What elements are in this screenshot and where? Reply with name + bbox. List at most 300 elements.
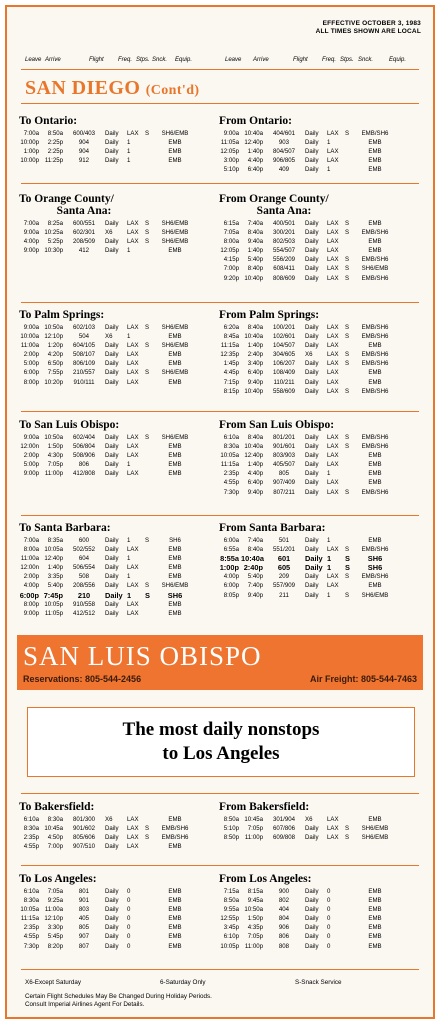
leave-time: 6:55a xyxy=(223,546,239,554)
col-freq: Freq. xyxy=(118,57,133,63)
stops: 1 xyxy=(127,537,131,544)
frequency: Daily xyxy=(305,888,319,895)
equipment: EMB xyxy=(168,897,182,905)
frequency: Daily xyxy=(305,274,319,282)
leave-time: 8:00a xyxy=(223,238,239,246)
flight-row xyxy=(19,460,209,469)
frequency: Daily xyxy=(305,324,319,331)
flight-number: 912 xyxy=(78,157,90,165)
equipment: SH6 xyxy=(367,554,383,564)
flight-row xyxy=(219,219,409,228)
snack: S xyxy=(145,238,150,246)
equipment: EMB xyxy=(168,933,182,941)
flight-number: 412 xyxy=(78,247,90,255)
arrive-time: 10:50a xyxy=(44,324,63,331)
frequency: Daily xyxy=(305,130,319,137)
flight-number: 808 xyxy=(278,942,290,950)
flight-row xyxy=(219,138,409,147)
arrive-time: 9:40p xyxy=(247,378,263,386)
flight-row xyxy=(219,442,409,451)
frequency: Daily xyxy=(105,564,119,572)
arrive-time: 3:30p xyxy=(47,924,63,932)
stops: LAX xyxy=(127,324,139,331)
flight-number: 900 xyxy=(278,888,290,895)
leave-time: 4:55p xyxy=(23,843,39,851)
leave-time: 8:55a xyxy=(220,554,239,564)
leave-time: 6:00p xyxy=(23,369,39,377)
frequency: Daily xyxy=(305,452,319,460)
snack: S xyxy=(345,563,350,573)
flight-row xyxy=(19,350,209,359)
arrive-time: 7:55p xyxy=(47,369,63,377)
stops: 1 xyxy=(127,461,131,469)
route-title: To Palm Springs: xyxy=(19,309,105,321)
flight-row xyxy=(219,378,409,387)
equipment: EMB xyxy=(368,369,382,377)
slo-title: SAN LUIS OBISPO xyxy=(23,641,262,671)
equipment: EMB xyxy=(168,555,182,563)
leave-time: 9:00p xyxy=(23,470,39,478)
flight-number: 907/409 xyxy=(272,479,296,487)
leave-time: 4:15p xyxy=(223,256,239,264)
snack: S xyxy=(145,324,150,331)
col-freq-2: Freq. xyxy=(322,57,337,63)
leave-time: 9:00a xyxy=(223,130,239,137)
flight-number: 807/211 xyxy=(273,488,295,496)
leave-time: 10:05a xyxy=(20,906,39,914)
leave-time: 5:10p xyxy=(223,825,239,833)
snack: S xyxy=(345,274,350,282)
flight-row xyxy=(19,923,209,932)
leave-time: 12:55p xyxy=(220,915,239,923)
flight-number: 805 xyxy=(78,924,90,932)
timetable-page xyxy=(5,5,435,1019)
stops: 1 xyxy=(127,139,131,147)
divider xyxy=(21,865,419,866)
slo-banner xyxy=(17,635,423,690)
flight-number: 300/201 xyxy=(272,229,296,237)
col-stps: Stps. xyxy=(136,57,150,63)
leave-time: 6:10a xyxy=(23,888,39,895)
promo-line-1: The most daily nonstops xyxy=(122,719,320,740)
frequency: Daily xyxy=(105,157,119,165)
flight-number: 412/512 xyxy=(72,609,96,617)
leave-time: 6:10p xyxy=(223,933,239,941)
frequency: Daily xyxy=(105,461,119,469)
frequency: Daily xyxy=(105,906,119,914)
equipment: EMB xyxy=(168,816,182,823)
leave-time: 4:45p xyxy=(223,369,239,377)
stops: LAX xyxy=(127,342,139,350)
flight-number: 301/904 xyxy=(272,816,296,823)
frequency: Daily xyxy=(305,825,319,833)
leave-time: 8:00p xyxy=(23,378,39,386)
stops: LAX xyxy=(127,564,139,572)
frequency: X6 xyxy=(105,816,113,823)
equipment: EMB xyxy=(168,443,182,451)
flight-number: 400/501 xyxy=(272,220,296,227)
arrive-time: 10:05p xyxy=(44,600,63,608)
stops: 1 xyxy=(127,573,131,581)
frequency: Daily xyxy=(305,139,319,147)
schedule-to-slo xyxy=(19,419,209,478)
arrive-time: 8:30a xyxy=(47,816,63,823)
flight-row xyxy=(19,378,209,387)
frequency: Daily xyxy=(105,443,119,451)
flight-number: 802 xyxy=(278,897,290,905)
flight-number: 910/111 xyxy=(73,378,95,386)
equipment: EMB xyxy=(168,546,182,554)
col-snck-2: Snck. xyxy=(358,57,374,63)
frequency: Daily xyxy=(305,906,319,914)
frequency: Daily xyxy=(305,434,319,441)
frequency: Daily xyxy=(105,600,119,608)
frequency: Daily xyxy=(105,238,119,246)
equipment: EMB/SH6 xyxy=(361,546,389,554)
leave-time: 9:00a xyxy=(23,229,39,237)
stops: LAX xyxy=(327,573,339,581)
flight-row xyxy=(19,332,209,341)
leave-time: 7:05a xyxy=(223,229,239,237)
divider xyxy=(21,969,419,970)
frequency: Daily xyxy=(305,369,319,377)
frequency: Daily xyxy=(305,157,319,165)
stops: LAX xyxy=(127,130,139,137)
leave-time: 12:00n xyxy=(20,564,39,572)
arrive-time: 8:35a xyxy=(47,537,63,544)
stops: LAX xyxy=(127,843,139,851)
flight-row xyxy=(219,563,409,572)
arrive-time: 5:40p xyxy=(47,582,63,590)
flight-row xyxy=(19,563,209,572)
arrive-time: 8:20p xyxy=(47,942,63,950)
arrive-time: 1:40p xyxy=(247,461,263,469)
stops: LAX xyxy=(127,434,139,441)
equipment: EMB/SH6 xyxy=(361,351,389,359)
flight-number: 208/509 xyxy=(72,238,96,246)
stops: 1 xyxy=(327,591,331,599)
stops: 0 xyxy=(127,897,131,905)
equipment: EMB xyxy=(368,582,382,590)
legend-6: 6-Saturday Only xyxy=(160,979,206,986)
arrive-time: 5:40p xyxy=(247,573,263,581)
flight-row xyxy=(219,469,409,478)
flight-row xyxy=(19,833,209,842)
flight-row xyxy=(219,887,409,896)
flight-row xyxy=(219,815,409,824)
flight-row xyxy=(19,932,209,941)
stops: 0 xyxy=(327,906,331,914)
flight-row xyxy=(219,274,409,283)
stops: LAX xyxy=(127,546,139,554)
frequency: Daily xyxy=(105,573,119,581)
equipment: EMB xyxy=(368,470,382,478)
route-title: To Ontario: xyxy=(19,115,78,127)
arrive-time: 10:25a xyxy=(44,229,63,237)
col-flight: Flight xyxy=(89,57,104,63)
flight-row xyxy=(19,572,209,581)
flight-number: 805/606 xyxy=(72,834,96,842)
stops: 1 xyxy=(327,537,331,544)
arrive-time: 9:40a xyxy=(247,238,263,246)
frequency: Daily xyxy=(305,897,319,905)
frequency: Daily xyxy=(105,470,119,478)
stops: LAX xyxy=(327,434,339,441)
stops: 1 xyxy=(127,157,131,165)
flight-row xyxy=(219,387,409,396)
equipment: EMB xyxy=(168,461,182,469)
arrive-time: 9:40p xyxy=(247,488,263,496)
leave-time: 7:15a xyxy=(223,888,239,895)
stops: LAX xyxy=(327,229,339,237)
leave-time: 11:00a xyxy=(20,555,39,563)
flight-row xyxy=(19,368,209,377)
frequency: Daily xyxy=(105,924,119,932)
divider xyxy=(21,183,419,184)
flight-number: 802/503 xyxy=(272,238,296,246)
equipment: EMB xyxy=(368,924,382,932)
frequency: Daily xyxy=(305,834,319,842)
snack: S xyxy=(345,360,350,368)
flight-row xyxy=(219,359,409,368)
flight-number: 209 xyxy=(278,573,290,581)
stops: LAX xyxy=(327,360,339,368)
flight-row xyxy=(19,554,209,563)
flight-row xyxy=(19,451,209,460)
flight-number: 502/552 xyxy=(72,546,96,554)
flight-row xyxy=(219,914,409,923)
stops: LAX xyxy=(327,324,339,331)
divider xyxy=(21,515,419,516)
frequency: Daily xyxy=(305,256,319,264)
arrive-time: 11:00p xyxy=(244,834,263,842)
snack: S xyxy=(145,537,150,544)
frequency: Daily xyxy=(305,238,319,246)
frequency: Daily xyxy=(305,333,319,341)
stops: 1 xyxy=(127,590,132,600)
snack: S xyxy=(345,387,350,395)
stops: LAX xyxy=(327,342,339,350)
arrive-time: 10:45a xyxy=(244,816,263,823)
legend-x6: X6-Except Saturday xyxy=(25,979,82,986)
legend-snack: S-Snack Service xyxy=(295,979,342,986)
frequency: Daily xyxy=(105,546,119,554)
flight-number: 210/557 xyxy=(72,369,96,377)
leave-time: 8:50a xyxy=(223,816,239,823)
arrive-time: 11:25p xyxy=(44,157,63,165)
arrive-time: 7:05p xyxy=(247,933,263,941)
leave-time: 2:00p xyxy=(23,351,39,359)
schedule-from-orange xyxy=(219,193,409,283)
leave-time: 5:10p xyxy=(223,166,239,174)
equipment: EMB xyxy=(368,220,382,227)
flight-row xyxy=(219,323,409,332)
flight-row xyxy=(219,368,409,377)
flight-number: 551/201 xyxy=(272,546,296,554)
flight-number: 558/609 xyxy=(272,387,296,395)
stops: 0 xyxy=(127,924,131,932)
route-title: From Los Angeles: xyxy=(219,873,312,885)
route-title-line-2: Santa Ana: xyxy=(56,205,112,217)
col-arrive-2: Arrive xyxy=(253,57,269,63)
equipment: EMB xyxy=(168,843,182,851)
leave-time: 12:35p xyxy=(220,351,239,359)
stops: LAX xyxy=(327,247,339,255)
flight-row xyxy=(219,905,409,914)
leave-time: 3:45p xyxy=(223,924,239,932)
equipment: EMB xyxy=(368,148,382,156)
frequency: Daily xyxy=(305,265,319,273)
equipment: EMB xyxy=(368,247,382,255)
frequency: Daily xyxy=(305,342,319,350)
stops: LAX xyxy=(127,600,139,608)
arrive-time: 12:40p xyxy=(244,452,263,460)
equipment: EMB xyxy=(168,470,182,478)
flight-number: 807 xyxy=(78,942,90,950)
equipment: EMB/SH6 xyxy=(361,274,389,282)
stops: 1 xyxy=(327,554,332,564)
arrive-time: 11:00p xyxy=(244,942,263,950)
frequency: Daily xyxy=(105,834,119,842)
flight-row xyxy=(19,442,209,451)
snack: S xyxy=(345,573,350,581)
arrive-time: 8:40a xyxy=(247,546,263,554)
stops: 0 xyxy=(127,888,131,895)
equipment: SH6/EMB xyxy=(361,825,389,833)
flight-row xyxy=(19,887,209,896)
col-equip-2: Equip. xyxy=(389,57,407,63)
flight-row xyxy=(19,469,209,478)
snack: S xyxy=(345,229,350,237)
arrive-time: 8:40a xyxy=(247,324,263,331)
arrive-time: 8:40a xyxy=(247,434,263,441)
arrive-time: 7:45p xyxy=(43,590,63,600)
equipment: EMB/SH6 xyxy=(361,434,389,441)
flight-row xyxy=(219,147,409,156)
leave-time: 2:00p xyxy=(23,452,39,460)
equipment: SH6/EMB xyxy=(161,130,189,137)
equipment: EMB/SH6 xyxy=(361,443,389,451)
equipment: EMB xyxy=(168,247,182,255)
arrive-time: 2:40p xyxy=(247,351,263,359)
leave-time: 7:30p xyxy=(223,488,239,496)
snack: S xyxy=(345,130,350,137)
col-stps-2: Stps. xyxy=(340,57,354,63)
flight-number: 508 xyxy=(78,573,90,581)
frequency: Daily xyxy=(105,220,119,227)
snack: S xyxy=(145,582,150,590)
arrive-time: 10:40p xyxy=(244,274,263,282)
equipment: EMB xyxy=(368,238,382,246)
flight-row xyxy=(219,572,409,581)
stops: LAX xyxy=(327,274,339,282)
flight-row xyxy=(219,824,409,833)
frequency: Daily xyxy=(305,537,319,544)
stops: 1 xyxy=(327,470,331,478)
divider xyxy=(21,793,419,794)
frequency: Daily xyxy=(105,825,119,833)
snack: S xyxy=(145,220,150,227)
flight-row xyxy=(219,581,409,590)
arrive-time: 4:35p xyxy=(247,924,263,932)
equipment: EMB xyxy=(368,888,382,895)
flight-number: 404 xyxy=(278,906,290,914)
col-equip: Equip. xyxy=(175,57,193,63)
leave-time: 10:00p xyxy=(20,139,39,147)
arrive-time: 9:45a xyxy=(247,897,263,905)
flight-row xyxy=(19,905,209,914)
arrive-time: 2:25p xyxy=(47,139,63,147)
leave-time: 7:00a xyxy=(23,220,39,227)
arrive-time: 7:40a xyxy=(247,220,263,227)
flight-number: 804 xyxy=(278,915,290,923)
flight-row xyxy=(219,451,409,460)
flight-number: 405 xyxy=(78,915,90,923)
frequency: Daily xyxy=(105,590,123,600)
arrive-time: 10:45a xyxy=(44,825,63,833)
flight-number: 605 xyxy=(277,563,291,573)
divider xyxy=(21,103,419,104)
flight-number: 506/554 xyxy=(72,564,96,572)
flight-row xyxy=(19,147,209,156)
flight-number: 806/109 xyxy=(72,360,96,368)
flight-number: 907 xyxy=(78,933,90,941)
promo-box xyxy=(27,707,415,777)
arrive-time: 10:50a xyxy=(44,434,63,441)
flight-number: 600/403 xyxy=(72,130,96,137)
arrive-time: 11:00a xyxy=(44,906,63,914)
arrive-time: 4:40p xyxy=(247,157,263,165)
frequency: Daily xyxy=(305,247,319,255)
arrive-time: 4:40p xyxy=(247,470,263,478)
leave-time: 9:00a xyxy=(23,434,39,441)
stops: LAX xyxy=(327,238,339,246)
flight-number: 903 xyxy=(278,139,290,147)
arrive-time: 9:25a xyxy=(47,897,63,905)
flight-number: 904 xyxy=(78,139,90,147)
leave-time: 7:15p xyxy=(223,378,239,386)
flight-number: 501 xyxy=(278,537,290,544)
arrive-time: 10:40a xyxy=(244,443,263,451)
flight-number: 409 xyxy=(278,166,290,174)
arrive-time: 6:40p xyxy=(247,166,263,174)
flight-row xyxy=(19,219,209,228)
flight-row xyxy=(19,581,209,590)
arrive-time: 4:20p xyxy=(47,351,63,359)
stops: LAX xyxy=(327,387,339,395)
leave-time: 1:00p xyxy=(23,148,39,156)
stops: LAX xyxy=(127,582,139,590)
arrive-time: 1:50p xyxy=(247,915,263,923)
flight-row xyxy=(219,246,409,255)
equipment: EMB xyxy=(368,157,382,165)
equipment: SH6 xyxy=(367,563,383,573)
flight-row xyxy=(19,129,209,138)
flight-number: 907/510 xyxy=(72,843,96,851)
snack: S xyxy=(345,834,350,842)
leave-time: 7:00p xyxy=(223,265,239,273)
flight-row xyxy=(19,896,209,905)
equipment: EMB xyxy=(168,942,182,950)
arrive-time: 7:05p xyxy=(247,825,263,833)
flight-row xyxy=(19,545,209,554)
frequency: X6 xyxy=(105,229,113,237)
flight-row xyxy=(219,932,409,941)
flight-number: 901/602 xyxy=(72,825,96,833)
leave-time: 9:20p xyxy=(223,274,239,282)
stops: 0 xyxy=(327,888,331,895)
flight-row xyxy=(219,478,409,487)
